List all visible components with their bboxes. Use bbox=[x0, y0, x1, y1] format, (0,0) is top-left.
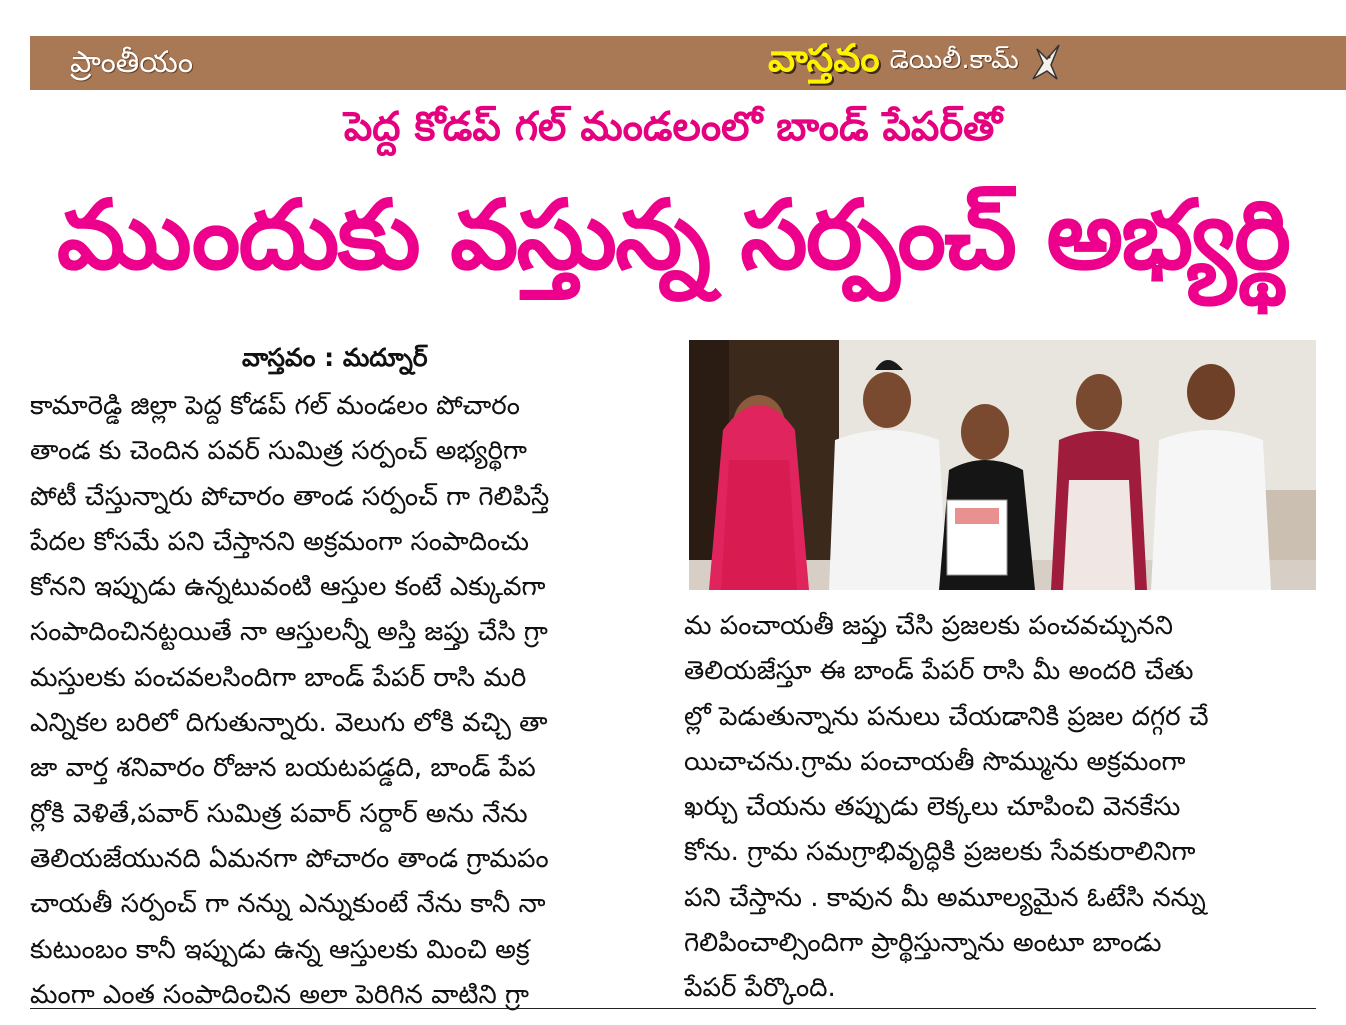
article-line: మంగా ఎంత సంపాదించిన అలా పెరిగిన వాటిని గ్రా bbox=[30, 979, 529, 1010]
article-line: మ పంచాయతీ జప్తు చేసి ప్రజలకు పంచవచ్చునని bbox=[684, 611, 1173, 641]
header-bar bbox=[30, 36, 1346, 90]
article-headline: ముందుకు వస్తున్న సర్పంచ్ అభ్యర్థి bbox=[56, 179, 1290, 291]
article-line: మస్తులకు పంచవలసిందిగా బాండ్ పేపర్ రాసి మరి bbox=[30, 662, 527, 693]
article-line: పేదల కోసమే పని చేస్తానని అక్రమంగా సంపాదించు bbox=[30, 526, 529, 557]
article-line: ఖర్చు చేయను తప్పుడు లెక్కలు చూపించి వెనకేసు bbox=[684, 792, 1181, 823]
article-dateline: వాస్తవం : మద్నూర్ bbox=[242, 343, 428, 372]
article-column-right bbox=[684, 604, 1316, 1012]
article-line: సంపాదించినట్టయితే నా ఆస్తులన్నీ అస్తి జప్తు చేసి గ్రా bbox=[30, 617, 548, 648]
article-line: కోను. గ్రామ సమగ్రాభివృద్ధికి ప్రజలకు సేవకురాలినిగా bbox=[684, 837, 1196, 868]
article-line: పోటీ చేస్తున్నారు పోచారం తాండ సర్పంచ్ గా గెలిపిస్తే bbox=[30, 481, 550, 512]
article-line: కామారెడ్డి జిల్లా పెద్ద కోడప్ గల్ మండలం పోచారం bbox=[30, 391, 520, 421]
article-column-left bbox=[30, 384, 656, 1018]
article-line: తెలియజేస్తూ ఈ బాండ్ పేపర్ రాసి మీ అందరి చేతు bbox=[684, 656, 1194, 687]
news-photo-illustration bbox=[689, 340, 1316, 590]
article-line: కుటుంబం కానీ ఇప్పుడు ఉన్న ఆస్తులకు మించి అక్ర bbox=[30, 934, 530, 965]
article-line: ల్లో పెడుతున్నాను పనులు చేయడానికి ప్రజల దగ్గర చే bbox=[684, 701, 1209, 732]
article-kicker: పెద్ద కోడప్ గల్ మండలంలో బాండ్ పేపర్‌తో bbox=[343, 104, 1003, 150]
article-line: గెలిపించాల్సిందిగా ప్రార్థిస్తున్నాను అంటూ బాండు bbox=[684, 928, 1162, 959]
article-line: చాయతీ సర్పంచ్ గా నన్ను ఎన్నుకుంటే నేను కానీ నా bbox=[30, 889, 546, 920]
article-line: ఎన్నికల బరిలో దిగుతున్నారు. వెలుగు లోకి వచ్చి తా bbox=[30, 708, 548, 739]
brand-name: వాస్తవం bbox=[768, 36, 880, 80]
article-line: తెలియజేయునది ఏమనగా పోచారం తాండ గ్రామపం bbox=[30, 843, 549, 874]
article-line: జా వార్త శనివారం రోజున బయటపడ్డది, బాండ్ పేప bbox=[30, 753, 536, 784]
masthead bbox=[768, 36, 1063, 86]
article-line: పని చేస్తాను . కావున మీ అమూల్యమైన ఓటేసి నన్ను bbox=[684, 882, 1206, 913]
article-line: ర్లోకి వెళితే,పవార్ సుమిత్ర పవార్ సర్దార్ అను నేను bbox=[30, 798, 528, 829]
news-photo bbox=[689, 340, 1316, 590]
bird-logo-icon bbox=[1029, 43, 1063, 83]
article-line: యిచాచను.గ్రామ పంచాయతీ సొమ్మును అక్రమంగా bbox=[684, 746, 1186, 777]
article-line: కోనని ఇప్పుడు ఉన్నటువంటి ఆస్తుల కంటే ఎక్కువగా bbox=[30, 572, 546, 603]
section-label: ప్రాంతీయం bbox=[70, 45, 194, 80]
brand-suffix: డెయిలీ.కామ్ bbox=[889, 45, 1019, 75]
bottom-rule bbox=[30, 1008, 1316, 1009]
article-line: పేపర్ పేర్కొంది. bbox=[684, 973, 836, 1004]
article-line: తాండ కు చెందిన పవర్ సుమిత్ర సర్పంచ్ అభ్యర్థిగా bbox=[30, 436, 527, 467]
